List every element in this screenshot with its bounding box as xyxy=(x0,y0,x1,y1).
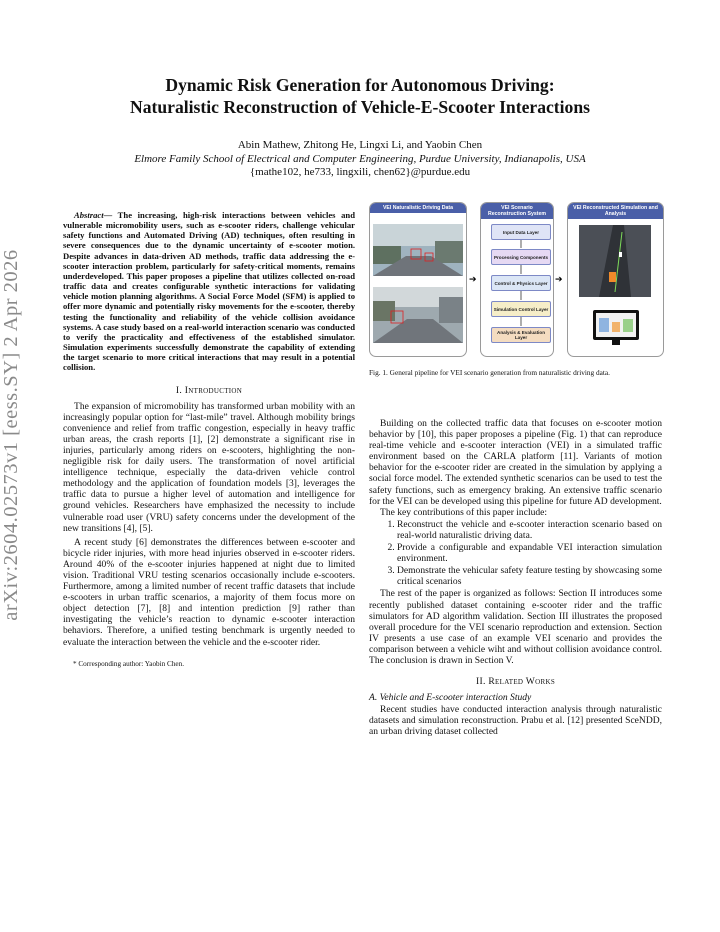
contribution-item: 3. Demonstrate the vehicular safety feature testing by showcasing some critical scenarios xyxy=(397,565,662,587)
footnote: * Corresponding author: Yaobin Chen. xyxy=(73,659,185,668)
abstract-text: The increasing, high-risk interactions between vehicles and vulnerable micromobility users, such as e-scooter riders, challenge vehicular safety functions and Automated Driving (AD) techniques, often resulting in severe consequences due to the dynamic uncertainty of e-scooter motion. Despite advances in data-driven AD methods, traffic data addressing the e-scooter interaction problem, particularly for safety-critical moments, remains underdeveloped. This paper proposes a pipeline that utilizes collected on-road traffic data and creates configurable synthetic interactions for validating vehicle motion planning algorithms. A Social Force Model (SFM) is applied to offer more dynamic and potentially risky movements for the e-scooter, thereby testing the functionality and reliability of the vehicle collision avoidance systems. A case study based on a real-world interaction scenario was conducted to verify the practicality and effectiveness of the established simulator. Simulation experiments successfully demonstrate the capability of extending the target scenario to more critical interactions that may result in a potential collision. xyxy=(63,210,355,373)
photo-bottom-building xyxy=(439,297,463,323)
photo-top-trees xyxy=(373,246,401,264)
right-paragraph-3: The rest of the paper is organized as follows: Section II introduces some recently published dataset containing e-scooter rider and the traffic simulators for AD algorithm validation. Section III illustrates the proposed overall procedure for the VEI scenario reproduction and extension. Section IV presents a use case of an example VEI scenario and provides the comparison between a vehicle wiht and without collision avoidance control. The conclusion is drawn in Section V. xyxy=(369,588,662,666)
author-names: Abin Mathew, Zhitong He, Lingxi Li, and Yaobin Chen xyxy=(237,139,483,151)
monitor-chart-2 xyxy=(612,322,620,332)
layer-simulation-control: Simulation Control Layer xyxy=(491,301,551,317)
photo-top-building xyxy=(435,241,463,263)
contributions-list xyxy=(369,519,662,588)
layer-input-data: Input Data Layer xyxy=(491,224,551,240)
intro-paragraph-2: A recent study [6] demonstrates the differences between e-scooter and bicycle rider injuries, with more head injuries observed in e-scooter riders. Around 40% of the e-scooter injuries happened at night due to limited vision. Traditional VRU testing scenarios occasionally include e-scooters. Furthermore, among a limited number of recent traffic datasets that include e-scooters in urban traffic scenarios, a majority of them focus more on object detection [7], [8] and intention prediction [9] rather than investigating the vehicle’s reaction to dynamic e-scooter interaction behaviors. Therefore, a unified testing benchmark is urgently needed to evaluate the interaction between the vehicle and the e-scooter rider. xyxy=(63,536,355,648)
figure-caption: Fig. 1. General pipeline for VEI scenario generation from naturalistic driving data. xyxy=(369,368,610,377)
simulation-escooter xyxy=(619,252,622,257)
contribution-item: 2. Provide a configurable and expandable VEI interaction simulation environment. xyxy=(397,542,662,564)
section-heading-related-works: II. Related Works xyxy=(475,676,556,688)
figure-box-simulation-analysis xyxy=(567,202,664,357)
monitor-stand xyxy=(612,340,620,345)
layer-analysis-evaluation: Analysis & Evaluation Layer xyxy=(491,327,551,343)
arxiv-stamp: arXiv:2604.02573v1 [eess.SY] 2 Apr 2026 xyxy=(0,249,22,621)
paper-title xyxy=(60,74,660,118)
contribution-item: 1. Reconstruct the vehicle and e-scooter interaction scenario based on real-world naturalistic driving data. xyxy=(397,519,662,541)
emails: {mathe102, he733, lingxili, chen62}@purdue.edu xyxy=(249,166,471,178)
driving-photos xyxy=(371,221,465,351)
right-paragraph-1: Building on the collected traffic data that focuses on e-scooter motion behavior by [10], this paper proposes a pipeline (Fig. 1) that can reproduce real-time vehicle and e-scooter interaction (VEI) in a simulated traffic environment based on the CARLA platform [11]. Variants of motion behavior for the e-scooter rider are created in the simulation by applying a social force model. The extended synthetic scenarios can be used to test the safety functions, such as emergency braking. An extensive traffic scenario for the VEI can be developed using this pipeline for future AD development. xyxy=(369,418,662,507)
figure-box-naturalistic-data xyxy=(369,202,467,357)
right-paragraph-2: The key contributions of this paper include: xyxy=(380,506,548,518)
box-title-naturalistic-data: VEI Naturalistic Driving Data xyxy=(370,203,466,213)
layer-processing: Processing Components xyxy=(491,249,551,265)
abstract xyxy=(63,210,355,373)
layer-control-physics: Control & Physics Layer xyxy=(491,275,551,291)
left-column xyxy=(63,210,355,669)
subsection-heading: A. Vehicle and E-scooter interaction Study xyxy=(369,692,532,704)
abstract-label: Abstract— xyxy=(74,210,113,220)
affiliation: Elmore Family School of Electrical and Computer Engineering, Purdue University, Indianapolis, USA xyxy=(134,152,586,165)
simulation-vehicle xyxy=(609,272,616,282)
intro-paragraph-1: The expansion of micromobility has transformed urban mobility with an increasingly popular option for “last-mile” travel. Although mobility brings convenience and relief from traffic congestion, especially in heavy traffic urban areas, the crash reports [1], [2] demonstrate a significant rise in injuries, particularly among riders on e-scooters, highlighting the non-negligible risk for daily users. The transformation of novel artificial intelligence technique, especially the data-driven vehicle control methodology and the application of foundation models [3], leverages the traffic data to pursue a higher level of automation and intelligence for ground vehicles. Researchers have emphasized the necessity to include vulnerable road user (VRU) safety concerns under the development of the new transitions [4], [5]. xyxy=(63,400,355,534)
arrow-right-icon-2: ➔ xyxy=(555,275,563,285)
title-line-1: Dynamic Risk Generation for Autonomous Driving: xyxy=(165,75,555,95)
figure-pipeline xyxy=(369,200,662,357)
author-block xyxy=(60,139,660,180)
monitor-chart-1 xyxy=(599,318,609,332)
box-title-reconstruction-system: VEI Scenario Reconstruction System xyxy=(481,203,553,219)
figure-box-reconstruction-system xyxy=(480,202,554,357)
simulation-visuals xyxy=(569,222,662,354)
section-heading-introduction: I. Introduction xyxy=(175,384,243,396)
right-column xyxy=(369,418,662,738)
box-title-simulation-analysis: VEI Reconstructed Simulation and Analysis xyxy=(568,203,663,219)
title-line-2: Naturalistic Reconstruction of Vehicle-E-Scooter Interactions xyxy=(130,97,590,117)
arrow-right-icon: ➔ xyxy=(469,275,477,285)
monitor-chart-3 xyxy=(623,319,633,332)
related-works-paragraph-1: Recent studies have conducted interaction analysis through naturalistic datasets and simulation reconstruction. Prabu et al. [12] presented SceNDD, an urban driving dataset collected xyxy=(369,704,662,738)
